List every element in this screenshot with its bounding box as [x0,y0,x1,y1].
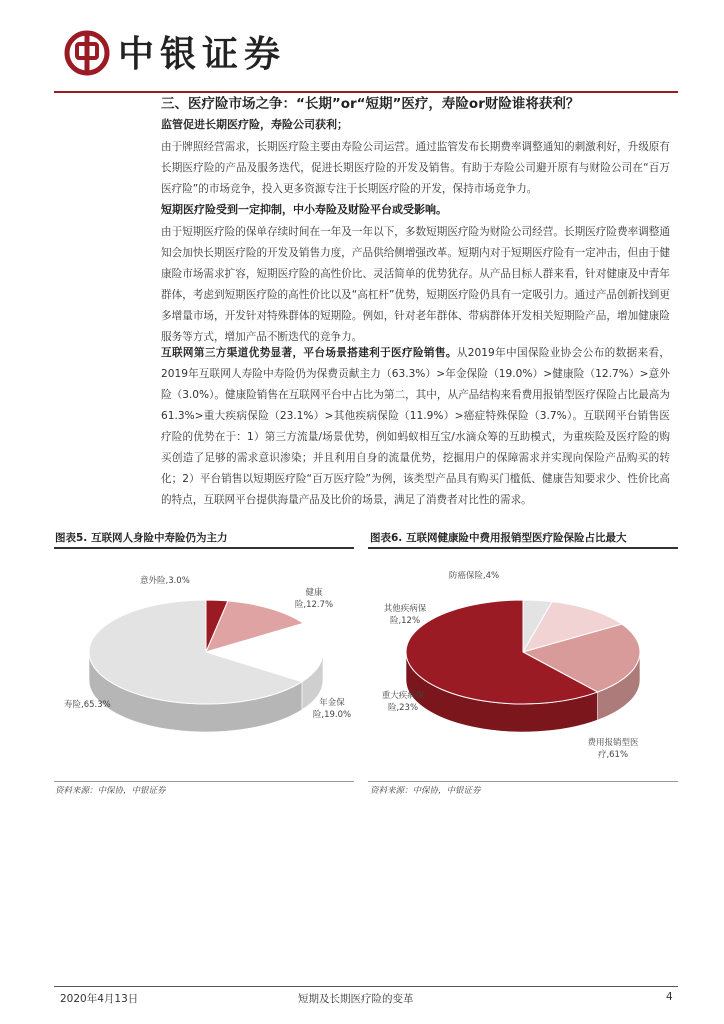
section-title: 三、医疗险市场之争：“长期”or“短期”医疗，寿险or财险谁将获利？ [161,96,580,112]
figure-5-pie-chart [54,552,356,774]
pie-label-cancer: 防癌保险,4% [448,571,500,581]
subsection-paragraph: 由于牌照经营需求，长期医疗险主要由寿险公司运营。通过监管发布长期费率调整通知的刺激利好，升级原有长期医疗险的产品及服务迭代，促进长期医疗险的开发及销售。有助于寿险公司避开原有与财险公司在“百万医疗险”的市场竞争，投入更多资源专注于长期医疗险的开发，保持市场竞争力。 [161,141,670,195]
brand-name: 中银证券 [118,33,287,75]
subsection-heading: 短期医疗险受到一定抑制，中小寿险及财险平台或受影响。 [161,203,447,216]
pie-label-life: 寿险,65.3% [64,700,111,710]
pie-label-reimbursement: 费用报销型医疗,61% [587,738,639,760]
bank-of-china-logo [64,30,110,76]
subsection-paragraph: 由于短期医疗险的保单存续时间在一年及一年以下，多数短期医疗险为财险公司经营。长期医疗险费率调整通知会加快长期医疗险的开发及销售力度，产品供给侧增强改革。短期内对于短期医疗险有一定冲击，但由于健康险市场需求扩容，短期医疗险的高性价比、灵活简单的优势犹存。从产品目标人群来看，针对健康及中青年群体，考虑到短期医疗险的高性价比以及“高杠杆”优势，短期医疗险仍具有一定吸引力。通过产品创新找到更多增量市场，开发针对特殊群体的短期险。例如，针对老年群体、带病群体开发相关短期险产品，增加健康险服务等方式，增加产品不断迭代的竞争力。 [161,226,670,343]
pie-label-health: 健康险,12.7% [294,588,334,610]
figure-5-title: 图表5. 互联网人身险中寿险仍为主力 [55,532,228,544]
pie-label-annuity: 年金保险,19.0% [312,698,352,720]
figure-6-source-rule [368,781,678,782]
internet-channel-paragraph [161,343,670,511]
footer-divider [54,986,678,987]
pie-label-accident: 意外险,3.0% [140,576,190,586]
figure-6-title: 图表6. 互联网健康险中费用报销型医疗险保险占比最大 [370,532,627,544]
figure-6-source: 资料来源：中保协，中银证券 [370,786,481,796]
figure-6-title-rule [368,547,678,549]
paragraph-lead: 互联网第三方渠道优势显著，平台场景搭建利于医疗险销售。 [161,347,457,359]
paragraph-body: 从2019年中国保险业协会公布的数据来看，2019年互联网人寿险中寿险仍为保费贡献主力（63.3%）>年金保险（19.0%）>健康险（12.7%）>意外险（3.0%）。健康险销售在互联网平台中占比为第二，其中，从产品结构来看费用报销型医疗保险占比最高为61.3%>重大疾病保险（23.1%）>其他疾病保险（11.9%）>癌症特殊保险（3.7%）。互联网平台销售医疗险的优势在于：1）第三方流量/场景优势，例如蚂蚁相互宝/水滴众筹的互助模式，为重疾险及医疗险的购买创造了足够的需求意识渗染；并且利用自身的流量优势，挖掘用户的保障需求并实现向保险产品购买的转化；2）平台销售以短期医疗险“百万医疗险”为例，该类型产品具有购买门槛低、健康告知要求少、性价比高的特点，互联网平台提供海量产品及比价的场景，满足了消费者对比性的需求。 [161,347,670,506]
footer-doc-title: 短期及长期医疗险的变革 [298,993,414,1005]
footer-date: 2020年4月13日 [60,993,139,1005]
subsection-heading: 监管促进长期医疗险，寿险公司获利； [161,118,348,131]
figure-5-title-rule [54,547,354,549]
footer-page-number: 4 [666,991,673,1003]
figure-5-source: 资料来源：中保协，中银证券 [55,786,166,796]
figure-5-source-rule [54,781,354,782]
pie-label-other-disease: 其他疾病保险,12% [383,604,427,626]
pie-label-critical-illness: 重大疾病保险,23% [381,691,425,713]
